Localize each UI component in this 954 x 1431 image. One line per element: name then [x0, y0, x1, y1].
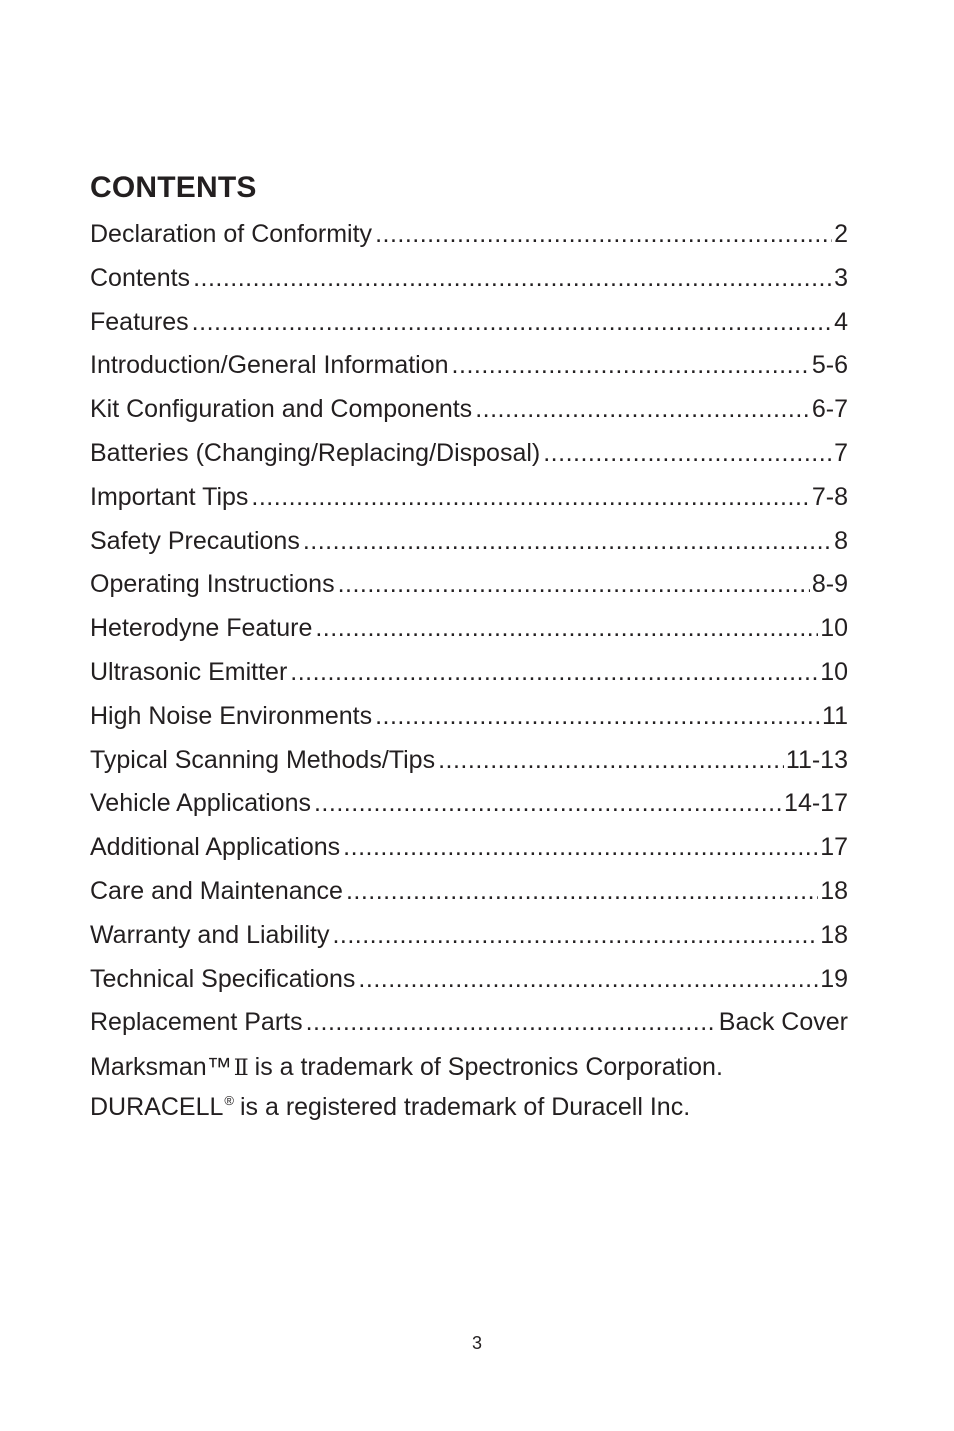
toc-entry[interactable]: [90, 651, 848, 695]
toc-entry-label: High Noise Environments: [90, 701, 373, 730]
trademark-name: DURACELL: [90, 1093, 224, 1122]
toc-dot-leader: [290, 651, 818, 695]
toc-entry[interactable]: [90, 958, 848, 1002]
toc-dot-leader: [343, 826, 818, 870]
toc-dot-leader: [475, 388, 810, 432]
toc-dot-leader: [192, 301, 832, 345]
toc-entry-page: 7-8: [811, 482, 848, 511]
toc-entry[interactable]: [90, 476, 848, 520]
toc-entry-label: Declaration of Conformity: [90, 220, 373, 248]
toc-dot-leader: [314, 782, 782, 826]
toc-entry[interactable]: [90, 826, 848, 870]
toc-entry[interactable]: [90, 344, 848, 388]
toc-dot-leader: [375, 695, 820, 739]
table-of-contents: [90, 213, 848, 1045]
toc-entry[interactable]: [90, 213, 848, 257]
toc-entry-label: Ultrasonic Emitter: [90, 657, 288, 686]
toc-dot-leader: [306, 1001, 717, 1045]
toc-entry[interactable]: [90, 520, 848, 564]
registered-mark: ®: [224, 1093, 234, 1109]
trademark-notes: [90, 1051, 848, 1123]
trademark-text: is a trademark of Spectronics Corporation.: [254, 1053, 723, 1082]
toc-entry-label: Introduction/General Information: [90, 351, 449, 380]
toc-entry-page: 7: [834, 438, 848, 467]
toc-entry-page: 8-9: [811, 570, 848, 599]
toc-entry-label: Warranty and Liability: [90, 920, 330, 949]
toc-entry-label: Contents: [90, 263, 191, 292]
toc-dot-leader: [358, 958, 818, 1002]
toc-dot-leader: [303, 520, 832, 564]
toc-entry[interactable]: [90, 695, 848, 739]
toc-entry-label: Features: [90, 307, 189, 336]
toc-entry[interactable]: [90, 607, 848, 651]
toc-entry-label: Safety Precautions: [90, 526, 300, 555]
toc-entry[interactable]: [90, 782, 848, 826]
toc-dot-leader: [315, 607, 818, 651]
toc-entry-label: Vehicle Applications: [90, 789, 311, 818]
toc-entry-page: 10: [820, 614, 848, 643]
toc-entry-label: Replacement Parts: [90, 1008, 303, 1037]
toc-entry-page: 14-17: [784, 789, 848, 818]
toc-entry[interactable]: [90, 257, 848, 301]
toc-entry-label: Kit Configuration and Components: [90, 395, 473, 424]
toc-entry[interactable]: [90, 1001, 848, 1045]
toc-dot-leader: [332, 914, 818, 958]
toc-entry-label: Care and Maintenance: [90, 876, 343, 905]
toc-dot-leader: [193, 257, 832, 301]
toc-entry-label: Heterodyne Feature: [90, 614, 313, 643]
toc-entry-label: Technical Specifications: [90, 964, 356, 993]
roman-numeral-two: Ⅱ: [233, 1056, 249, 1082]
toc-entry-page: 5-6: [811, 351, 848, 380]
trademark-line-marksman: [90, 1051, 848, 1085]
trademark-line-duracell: [90, 1085, 848, 1123]
toc-entry-label: Important Tips: [90, 482, 249, 511]
toc-entry-label: Batteries (Changing/Replacing/Disposal): [90, 438, 541, 467]
toc-entry[interactable]: [90, 432, 848, 476]
toc-entry-label: Typical Scanning Methods/Tips: [90, 745, 436, 774]
toc-entry-page: 17: [820, 833, 848, 862]
toc-entry[interactable]: [90, 563, 848, 607]
toc-dot-leader: [338, 563, 810, 607]
toc-entry-page: 10: [820, 657, 848, 686]
toc-dot-leader: [251, 476, 809, 520]
contents-page: [90, 168, 848, 1123]
toc-entry-page: 18: [820, 876, 848, 905]
trademark-text: is a registered trademark of Duracell Inc.: [239, 1093, 691, 1122]
toc-entry-page: 4: [834, 307, 848, 336]
toc-entry-label: Operating Instructions: [90, 570, 335, 599]
toc-entry-page: Back Cover: [718, 1008, 848, 1037]
toc-entry[interactable]: [90, 388, 848, 432]
toc-entry-page: 6-7: [811, 395, 848, 424]
toc-entry-page: 11-13: [785, 745, 848, 774]
toc-dot-leader: [452, 344, 810, 388]
toc-dot-leader: [438, 739, 784, 783]
page-title: CONTENTS: [90, 171, 257, 204]
toc-entry-page: 3: [834, 263, 848, 292]
toc-entry-page: 19: [820, 964, 848, 993]
toc-entry-page: 8: [834, 526, 848, 555]
toc-entry-page: 11: [822, 701, 848, 730]
trademark-name: Marksman™: [90, 1053, 232, 1082]
toc-entry-label: Additional Applications: [90, 833, 341, 862]
toc-entry-page: 18: [820, 920, 848, 949]
toc-entry[interactable]: [90, 914, 848, 958]
toc-dot-leader: [375, 213, 832, 257]
toc-entry[interactable]: [90, 739, 848, 783]
toc-entry[interactable]: [90, 870, 848, 914]
toc-entry-page: 2: [834, 220, 848, 248]
toc-dot-leader: [543, 432, 832, 476]
toc-entry[interactable]: [90, 301, 848, 345]
toc-dot-leader: [346, 870, 818, 914]
page-number: 3: [471, 1333, 482, 1353]
